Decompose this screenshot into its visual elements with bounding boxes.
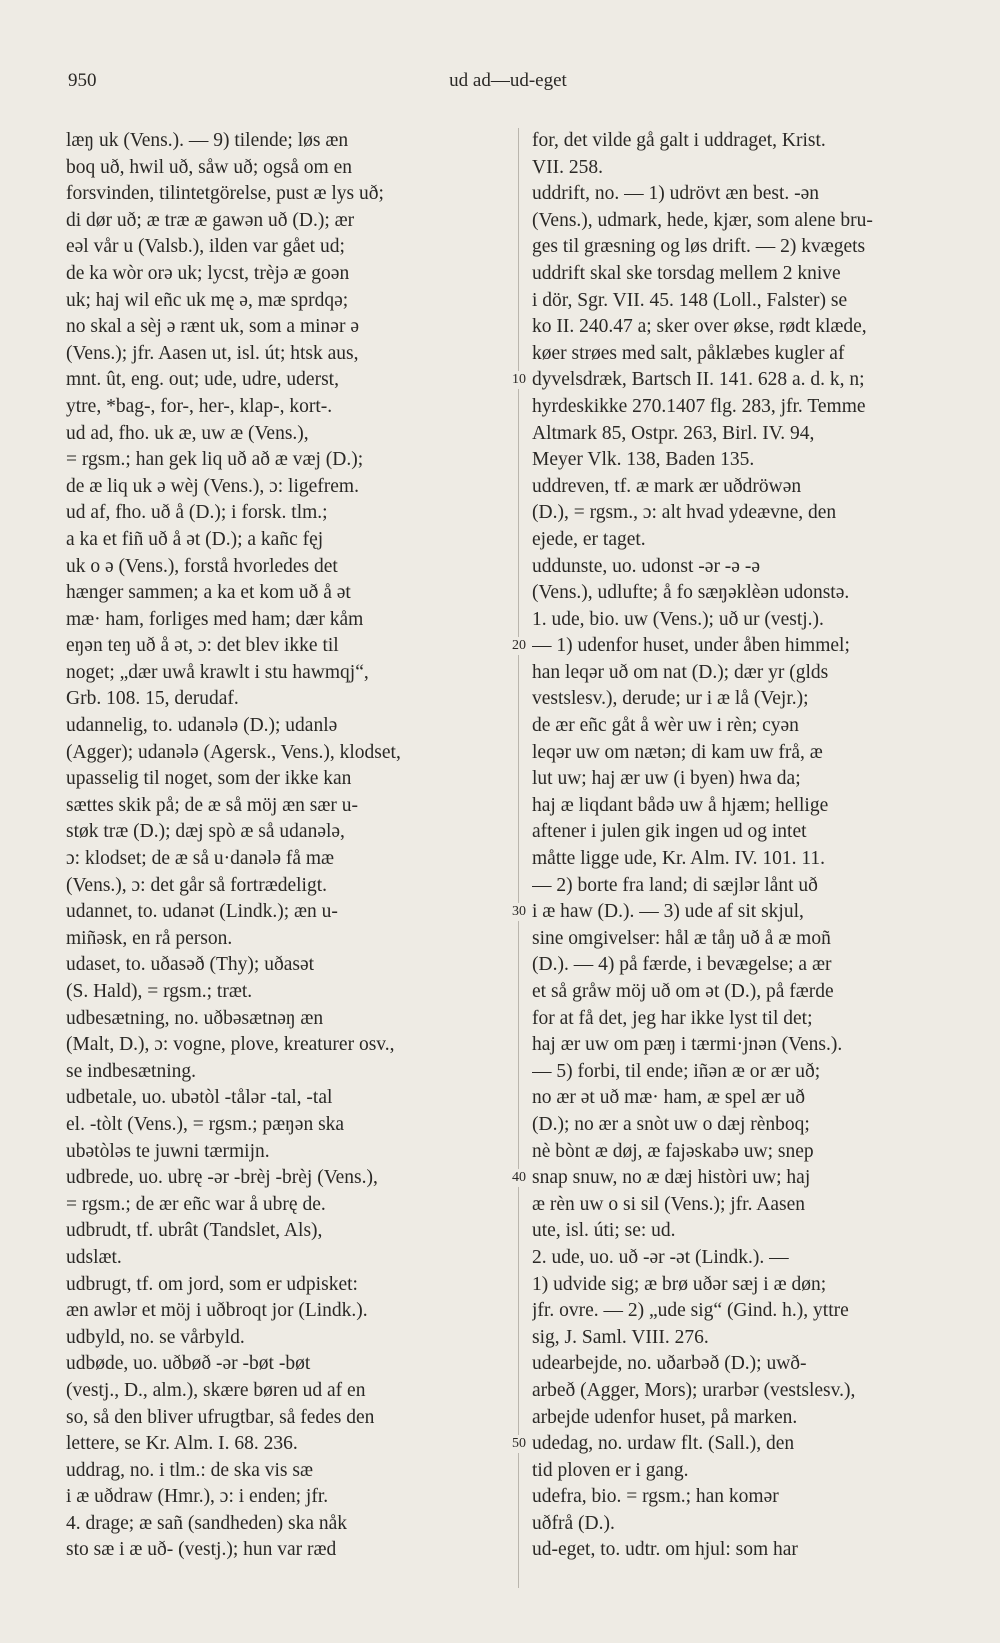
text-line: mæ· ham, forliges med ham; dær kåm (66, 608, 364, 630)
text-line: sig, J. Saml. VIII. 276. (532, 1326, 709, 1348)
text-line: so, så den bliver ufrugtbar, så fedes den (66, 1406, 375, 1428)
text-line: støk træ (D.); dæj spò æ så udanələ, (66, 821, 345, 843)
text-line: udearbejde, no. uðarbəð (D.); uwð- (532, 1353, 807, 1375)
line-number: 20 (504, 637, 534, 655)
text-line: Altmark 85, Ostpr. 263, Birl. IV. 94, (532, 422, 815, 444)
text-line: se indbesætning. (66, 1060, 196, 1082)
text-line: sto sæ i æ uð- (vestj.); hun var ræd (66, 1539, 337, 1561)
text-line: æn awlər et möj i uðbroqt jor (Lindk.). (66, 1300, 368, 1322)
text-line: — 2) borte fra land; di sæjlər lånt uð (532, 874, 818, 896)
text-line: udbetale, uo. ubətòl -tålər -tal, -tal (66, 1087, 333, 1109)
text-line: ute, isl. úti; se: ud. (532, 1220, 676, 1242)
text-line: i dör, Sgr. VII. 45. 148 (Loll., Falster) se (532, 289, 848, 311)
text-line: ud-eget, to. udtr. om hjul: som har (532, 1539, 798, 1561)
text-line: (Vens.), ɔ: det går så fortrædeligt. (66, 874, 328, 896)
text-line: forsvinden, tilintetgörelse, pust æ lys uð; (66, 183, 384, 205)
text-line: køer strøes med salt, påklæbes kugler af (532, 342, 845, 364)
text-line: ud ad, fho. uk æ, uw æ (Vens.), (66, 422, 309, 444)
text-line: sættes skik på; de æ så möj æn sær u- (66, 794, 358, 816)
text-line: — 5) forbi, til ende; iñən æ or ær uð; (532, 1060, 821, 1082)
text-line: uddrag, no. i tlm.: de ska vis sæ (66, 1459, 313, 1481)
text-line: udslæt. (66, 1246, 122, 1268)
text-line: el. -tòlt (Vens.), = rgsm.; pæŋən ska (66, 1113, 345, 1135)
text-line: noget; „dær uwå krawlt i stu hawmqj“, (66, 661, 369, 683)
text-line: udannelig, to. udanələ (D.); udanlə (66, 715, 338, 737)
text-line: lut uw; haj ær uw (i byen) hwa da; (532, 768, 801, 790)
text-line: hænger sammen; a ka et kom uð å ət (66, 582, 351, 604)
text-line: = rgsm.; han gek liq uð að æ væj (D.); (66, 449, 364, 471)
text-line: haj æ liqdant bådə uw å hjæm; hellige (532, 794, 829, 816)
text-line: i æ haw (D.). — 3) ude af sit skjul, (532, 901, 804, 923)
text-line: miñəsk, en rå person. (66, 927, 233, 949)
text-line: (Malt, D.), ɔ: vogne, plove, kreaturer osv., (66, 1034, 395, 1056)
text-line: di dør uð; æ træ æ gawən uð (D.); ær (66, 209, 355, 231)
running-head: ud ad—ud-eget (449, 70, 567, 91)
text-line: nè bònt æ døj, æ fajəskabə uw; snep (532, 1140, 814, 1162)
text-line: for at få det, jeg har ikke lyst til det; (532, 1007, 813, 1029)
text-line: (D.); no ær a snòt uw o dæj rènboq; (532, 1113, 810, 1135)
text-line: arbeð (Agger, Mors); urarbər (vestslesv.), (532, 1379, 856, 1401)
text-line: (S. Hald), = rgsm.; træt. (66, 981, 253, 1002)
text-line: 1. ude, bio. uw (Vens.); uð ur (vestj.). (532, 608, 824, 630)
text-line: Meyer Vlk. 138, Baden 135. (532, 449, 755, 471)
page-number: 950 (68, 70, 97, 91)
text-line: (vestj., D., alm.), skære børen ud af en (66, 1379, 366, 1401)
text-line: lettere, se Kr. Alm. I. 68. 236. (66, 1433, 298, 1455)
text-line: ges til græsning og løs drift. — 2) kvægets (532, 236, 866, 258)
right-column (532, 128, 952, 1618)
text-line: måtte ligge ude, Kr. Alm. IV. 101. 11. (532, 848, 826, 870)
text-line: 1) udvide sig; æ brø uðər sæj i æ døn; (532, 1273, 827, 1295)
text-line: de ær eñc gåt å wèr uw i rèn; cyən (532, 715, 799, 737)
text-line: æ rèn uw o si sil (Vens.); jfr. Aasen (532, 1193, 805, 1215)
text-line: ɔ: klodset; de æ så u·danələ få mæ (66, 848, 335, 870)
text-line: han leqər uð om nat (D.); dær yr (glds (532, 661, 829, 683)
text-line: leqər uw om nætən; di kam uw frå, æ (532, 741, 823, 763)
line-number: 10 (504, 371, 534, 389)
text-line: eəl vår u (Valsb.), ilden var gået ud; (66, 236, 345, 258)
text-line: udbøde, uo. uðbøð -ər -bøt -bøt (66, 1353, 311, 1375)
text-line: (Agger); udanələ (Agersk., Vens.), klodset, (66, 741, 401, 763)
text-line: (Vens.), udlufte; å fo sæŋəklèən udonstə. (532, 582, 850, 604)
text-line: no ær ət uð mæ· ham, æ spel ær uð (532, 1087, 805, 1109)
line-number: 40 (504, 1169, 534, 1187)
text-line: de æ liq uk ə wèj (Vens.), ɔ: ligefrem. (66, 475, 359, 497)
text-line: et så gråw möj uð om ət (D.), på færde (532, 981, 834, 1002)
text-line: (Vens.); jfr. Aasen ut, isl. út; htsk aus, (66, 342, 359, 364)
page-header (68, 70, 948, 100)
text-line: snap snuw, no æ dæj històri uw; haj (532, 1167, 811, 1189)
text-line: upasselig til noget, som der ikke kan (66, 768, 352, 790)
text-line: sine omgivelser: hål æ tåŋ uð å æ moñ (532, 927, 831, 949)
text-line: (D.), = rgsm., ɔ: alt hvad ydeævne, den (532, 502, 837, 524)
text-line: uddrift skal ske torsdag mellem 2 knive (532, 262, 841, 284)
text-line: udaset, to. uðasəð (Thy); uðasət (66, 954, 315, 976)
text-line: ubətòləs te juwni tærmijn. (66, 1140, 270, 1162)
text-line: uðfrå (D.). (532, 1512, 615, 1534)
text-line: — 1) udenfor huset, under åben himmel; (532, 635, 850, 657)
text-line: udedag, no. urdaw flt. (Sall.), den (532, 1433, 795, 1455)
text-line: (Vens.), udmark, hede, kjær, som alene bru- (532, 209, 873, 231)
text-line: jfr. ovre. — 2) „ude sig“ (Gind. h.), yttre (532, 1300, 849, 1322)
text-line: a ka et fiñ uð å ət (D.); a kañc fęj (66, 528, 324, 550)
text-line: uk o ə (Vens.), forstå hvorledes det (66, 555, 338, 577)
text-line: udbesætning, no. uðbəsætnəŋ æn (66, 1007, 324, 1029)
text-line: dyvelsdræk, Bartsch II. 141. 628 a. d. k, n; (532, 369, 865, 391)
text-line: udbrudt, tf. ubrât (Tandslet, Als), (66, 1220, 323, 1242)
text-line: (D.). — 4) på færde, i bevægelse; a ær (532, 954, 832, 976)
text-line: arbejde udenfor huset, på marken. (532, 1406, 798, 1428)
text-line: Grb. 108. 15, derudaf. (66, 688, 239, 710)
text-line: udbrede, uo. ubrę -ər -brèj -brèj (Vens.), (66, 1167, 378, 1189)
text-line: læŋ uk (Vens.). — 9) tilende; løs æn (66, 130, 349, 151)
line-number: 50 (504, 1435, 534, 1453)
text-line: udbrugt, tf. om jord, som er udpisket: (66, 1273, 358, 1295)
text-line: uddunste, uo. udonst -ər -ə -ə (532, 555, 760, 577)
text-line: no skal a sèj ə rænt uk, som a minər ə (66, 316, 359, 338)
text-line: uddreven, tf. æ mark ær uðdröwən (532, 475, 802, 497)
text-line: VII. 258. (532, 156, 603, 178)
text-line: de ka wòr orə uk; lycst, trèjə æ goən (66, 262, 350, 284)
text-line: eŋən teŋ uð å ət, ɔ: det blev ikke til (66, 635, 339, 657)
text-line: ko II. 240.47 a; sker over økse, rødt klæde, (532, 316, 867, 338)
text-line: vestslesv.), derude; ur i æ lå (Vejr.); (532, 688, 809, 710)
left-column (66, 128, 506, 1618)
text-line: uddrift, no. — 1) udrövt æn best. -ən (532, 183, 820, 205)
line-number: 30 (504, 903, 534, 921)
text-line: ytre, *bag-, for-, her-, klap-, kort-. (66, 395, 333, 417)
text-line: for, det vilde gå galt i uddraget, Krist. (532, 130, 826, 151)
text-line: aftener i julen gik ingen ud og intet (532, 821, 807, 843)
text-line: ud af, fho. uð å (D.); i forsk. tlm.; (66, 502, 328, 524)
text-line: = rgsm.; de ær eñc war å ubrę de. (66, 1193, 326, 1215)
text-line: mnt. ût, eng. out; ude, udre, uderst, (66, 369, 339, 391)
line-number-gutter (504, 128, 534, 1618)
text-line: udbyld, no. se vårbyld. (66, 1326, 245, 1348)
text-line: i æ uðdraw (Hmr.), ɔ: i enden; jfr. (66, 1486, 329, 1508)
text-line: udannet, to. udanət (Lindk.); æn u- (66, 901, 338, 923)
text-line: hyrdeskikke 270.1407 flg. 283, jfr. Temme (532, 395, 866, 417)
text-line: 2. ude, uo. uð -ər -ət (Lindk.). — (532, 1246, 789, 1268)
text-line: udefra, bio. = rgsm.; han komər (532, 1486, 779, 1508)
text-line: uk; haj wil eñc uk mę ə, mæ sprdqə; (66, 289, 349, 311)
text-line: haj ær uw om pæŋ i tærmi·jnən (Vens.). (532, 1034, 843, 1056)
text-line: 4. drage; æ sañ (sandheden) ska nåk (66, 1512, 348, 1534)
text-line: tid ploven er i gang. (532, 1459, 689, 1481)
text-line: boq uð, hwil uð, såw uð; også om en (66, 156, 352, 178)
text-line: ejede, er taget. (532, 528, 646, 550)
